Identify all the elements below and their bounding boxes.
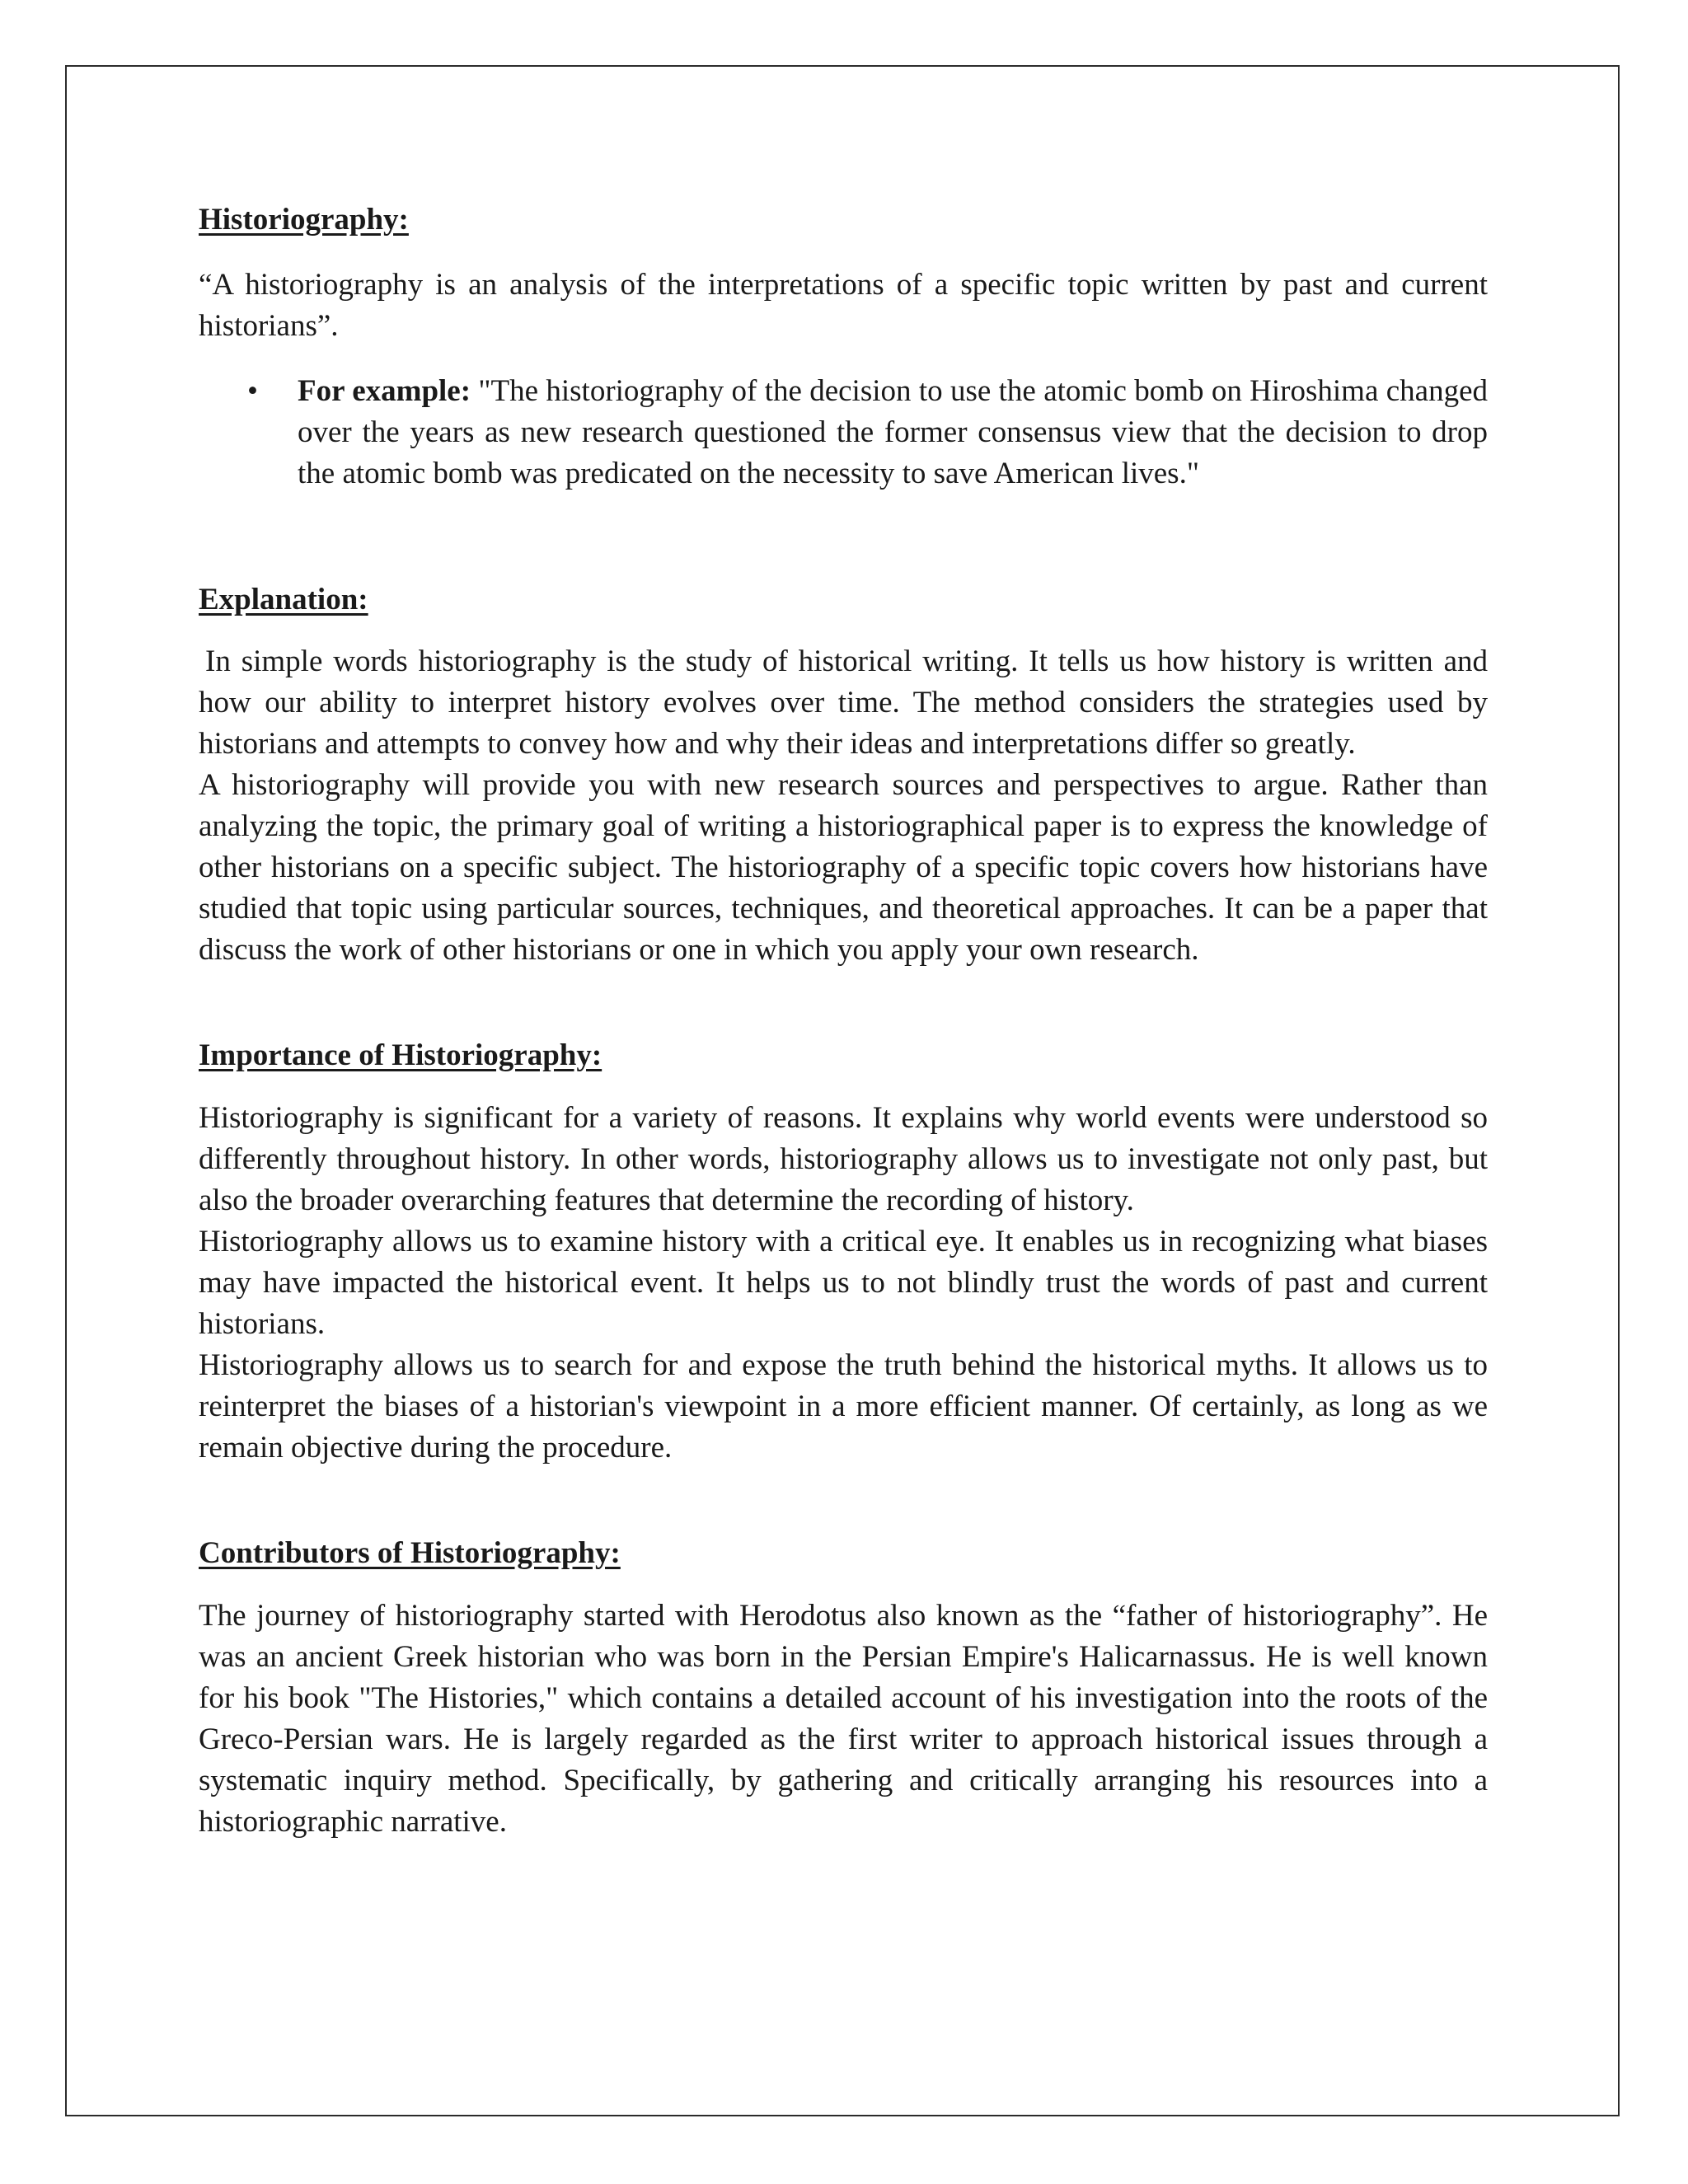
contributors-paragraph-1: The journey of historiography started with Herodotus also known as the “father of historiography”. He was an ancient Greek historian who was born in the Persian Empire's Halicarnassus. He is well known for his book "The Histories," which contains a detailed account of his investigation into the roots of the Greco-Persian wars. He is largely regarded as the first writer to approach historical issues through a systematic inquiry method. Specifically, by gathering and critically arranging his resources into a historiographic narrative. [199, 1599, 1488, 1839]
definition-paragraph: “A historiography is an analysis of the interpretations of a specific topic written by past and current historians”. [199, 268, 1488, 343]
document-body [199, 199, 1488, 1843]
heading-contributors: Contributors of Historiography: [199, 1536, 621, 1570]
explanation-paragraph-1: In simple words historiography is the study of historical writing. It tells us how history is written and how our ability to interpret history evolves over time. The method considers the strategies used by historians and attempts to convey how and why their ideas and interpretations differ so greatly. [199, 644, 1488, 761]
importance-paragraph-1: Historiography is significant for a variety of reasons. It explains why world events were understood so differently throughout history. In other words, historiography allows us to investigate not only past, but also the broader overarching features that determine the recording of history. [199, 1101, 1488, 1217]
importance-paragraph-2: Historiography allows us to examine history with a critical eye. It enables us in recognizing what biases may have impacted the historical event. It helps us to not blindly trust the words of past and current historians. [199, 1225, 1488, 1341]
heading-importance: Importance of Historiography: [199, 1038, 603, 1072]
importance-paragraph-3: Historiography allows us to search for and expose the truth behind the historical myths. It allows us to reinterpret the biases of a historian's viewpoint in a more efficient manner. Of certainly, as long as we remain objective during the procedure. [199, 1348, 1488, 1465]
example-bullet [247, 371, 1488, 494]
bullet-dot-icon: • [247, 374, 258, 408]
heading-historiography: Historiography: [199, 203, 409, 237]
explanation-paragraph-2: A historiography will provide you with new research sources and perspectives to argue. Rather than analyzing the topic, the primary goal of writing a historiographical paper is to express the knowledge of other historians on a specific subject. The historiography of a specific topic covers how historians have studied that topic using particular sources, techniques, and theoretical approaches. It can be a paper that discuss the work of other historians or one in which you apply your own research. [199, 768, 1488, 967]
heading-explanation: Explanation: [199, 583, 368, 616]
example-label: For example: [298, 374, 471, 408]
example-text: "The historiography of the decision to use the atomic bomb on Hiroshima changed over the years as new research questioned the former consensus view that the decision to drop the atomic bomb was predicated on the necessity to save American lives." [298, 374, 1488, 490]
